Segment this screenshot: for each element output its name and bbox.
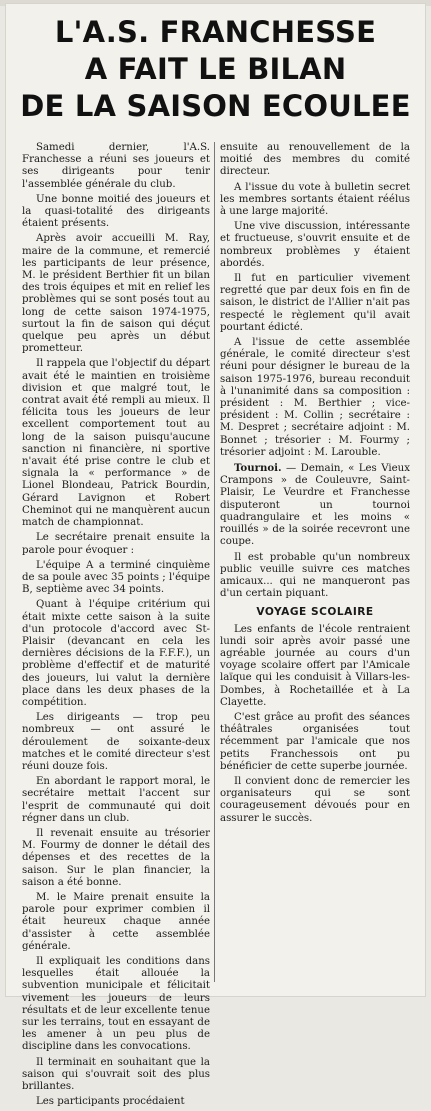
paragraph: Une vive discussion, intéressante et fructueuse, s'ouvrit ensuite et de nombreux problèmes y étaient abordés.	[220, 221, 410, 269]
paragraph: Il convient donc de remercier les organisateurs qui se sont courageusement dévoués pour en assurer le succès.	[220, 775, 410, 824]
paragraph: L'équipe A a terminé cinquième de sa poule avec 35 points ; l'équipe B, septième avec 34 points.	[22, 559, 210, 596]
paragraph: Il rappela que l'objectif du départ avait été le maintien en troisième division et que malgré tout, le contrat avait été rempli au mieux. Il félicita tous les joueurs de leur excellent comportement tout au long de la saison puisqu'aucune sanction ni financière, ni sportive n'avait été prise contre le club et signala la « performance » de Lionel Blondeau, Patrick Bourdin, Gérard Lavignon et Robert Cheminot qui ne manquèrent aucun match de championnat.	[22, 358, 210, 529]
article-headline	[6, 14, 425, 125]
paragraph: Le secrétaire prenait ensuite la parole pour évoquer :	[22, 532, 210, 556]
paragraph: Les enfants de l'école rentraient lundi soir après avoir passé une agréable journée au cours d'un voyage scolaire offert par l'Amicale laïque qui les conduisit à Villars-les-Dombes, à Rochetaillée et à La Clayette.	[220, 623, 410, 708]
paragraph: Il est probable qu'un nombreux public veuille suivre ces matches amicaux... qui ne manqueront pas d'un certain piquant.	[220, 551, 410, 600]
paragraph: Il expliquait les conditions dans lesquelles était allouée la subvention municipale et félicitait vivement les joueurs de leurs résultats et de leur excellente tenue sur les terrains, tout en essayant de les amener à un peu plus de discipline dans les convocations.	[22, 956, 210, 1053]
headline-line-3: DE LA SAISON ECOULEE	[20, 89, 411, 123]
right-column	[220, 142, 410, 828]
newspaper-clipping	[6, 4, 425, 1108]
paragraph: Les participants procédaient	[36, 1096, 185, 1108]
column-divider	[214, 142, 215, 982]
tournoi-label: Tournoi.	[234, 462, 282, 475]
headline-line-2: A FAIT LE BILAN	[84, 52, 347, 86]
voyage-scolaire-heading: VOYAGE SCOLAIRE	[256, 606, 374, 619]
paragraph: C'est grâce au profit des séances théâtrales organisées tout récemment par l'amicale que nos petits Franchessois ont pu bénéficier de cette superbe journée.	[220, 711, 410, 772]
tournoi-text: — Demain, « Les Vieux Crampons » de Couleuvre, Saint-Plaisir, Le Veurdre et Franchesse disputeront un tournoi quadrangulaire et les moins « rouillés » de la soirée recevront une coupe.	[220, 463, 410, 548]
paragraph: A l'issue de cette assemblée générale, le comité directeur s'est réuni pour désigner le bureau de la saison 1975-1976, bureau reconduit à l'unanimité dans sa composition : président : M. Berthier ; vice-président : M. Collin ; secrétaire : M. Despret ; secrétaire adjoint : M. Bonnet ; trésorier : M. Fourmy ; trésorier adjoint : M. Larouble.	[220, 337, 410, 458]
paragraph: Samedi dernier, l'A.S. Franchesse a réuni ses joueurs et ses dirigeants pour tenir l'assemblée générale du club.	[22, 142, 210, 190]
paragraph: Quant à l'équipe critérium qui était mixte cette saison à la suite d'un protocole d'accord avec St-Plaisir (devancant en cela les dernières décisions de la F.F.F.), un problème d'effectif et de maturité des joueurs, lui valut la dernière place dans les deux phases de la compétition.	[22, 599, 210, 708]
paragraph: Il fut en particulier vivement regretté que par deux fois en fin de saison, le district de l'Allier n'ait pas respecté le règlement qu'il avait pourtant édicté.	[220, 273, 410, 333]
tournoi-paragraph	[220, 462, 410, 548]
paragraph: A l'issue du vote à bulletin secret les membres sortants étaient réélus à une large majorité.	[220, 181, 410, 218]
paragraph: Après avoir accueilli M. Ray, maire de la commune, et remercié les participants de leur présence, M. le président Berthier fit un bilan des trois équipes et mit en relief les problèmes qui se sont posés tout au long de cette saison 1974-1975, surtout la fin de saison qui déçut quelque peu après un début prometteur.	[22, 233, 210, 355]
paragraph: Une bonne moitié des joueurs et la quasi-totalité des dirigeants étaient présents.	[22, 193, 210, 230]
paragraph: M. le Maire prenait ensuite la parole pour exprimer combien il était heureux chaque année d'assister à cette assemblée générale.	[22, 891, 210, 952]
headline-line-1: L'A.S. FRANCHESSE	[54, 15, 377, 49]
paragraph: Il terminait en souhaitant que la saison qui s'ouvrait soit des plus brillantes.	[22, 1056, 210, 1093]
paragraph: Les dirigeants — trop peu nombreux — ont assuré le déroulement de soixante-deux matches et le comité directeur s'est réuni douze fois.	[22, 712, 210, 772]
paragraph: ensuite au renouvellement de la moitié des membres du comité directeur.	[220, 142, 410, 178]
paragraph: En abordant le rapport moral, le secrétaire mettait l'accent sur l'esprit de communauté qui doit régner dans un club.	[22, 776, 210, 824]
paragraph: Il revenait ensuite au trésorier M. Fourmy de donner le détail des dépenses et des recettes de la saison. Sur le plan financier, la saison a été bonne.	[22, 827, 210, 888]
left-column	[22, 142, 210, 1111]
